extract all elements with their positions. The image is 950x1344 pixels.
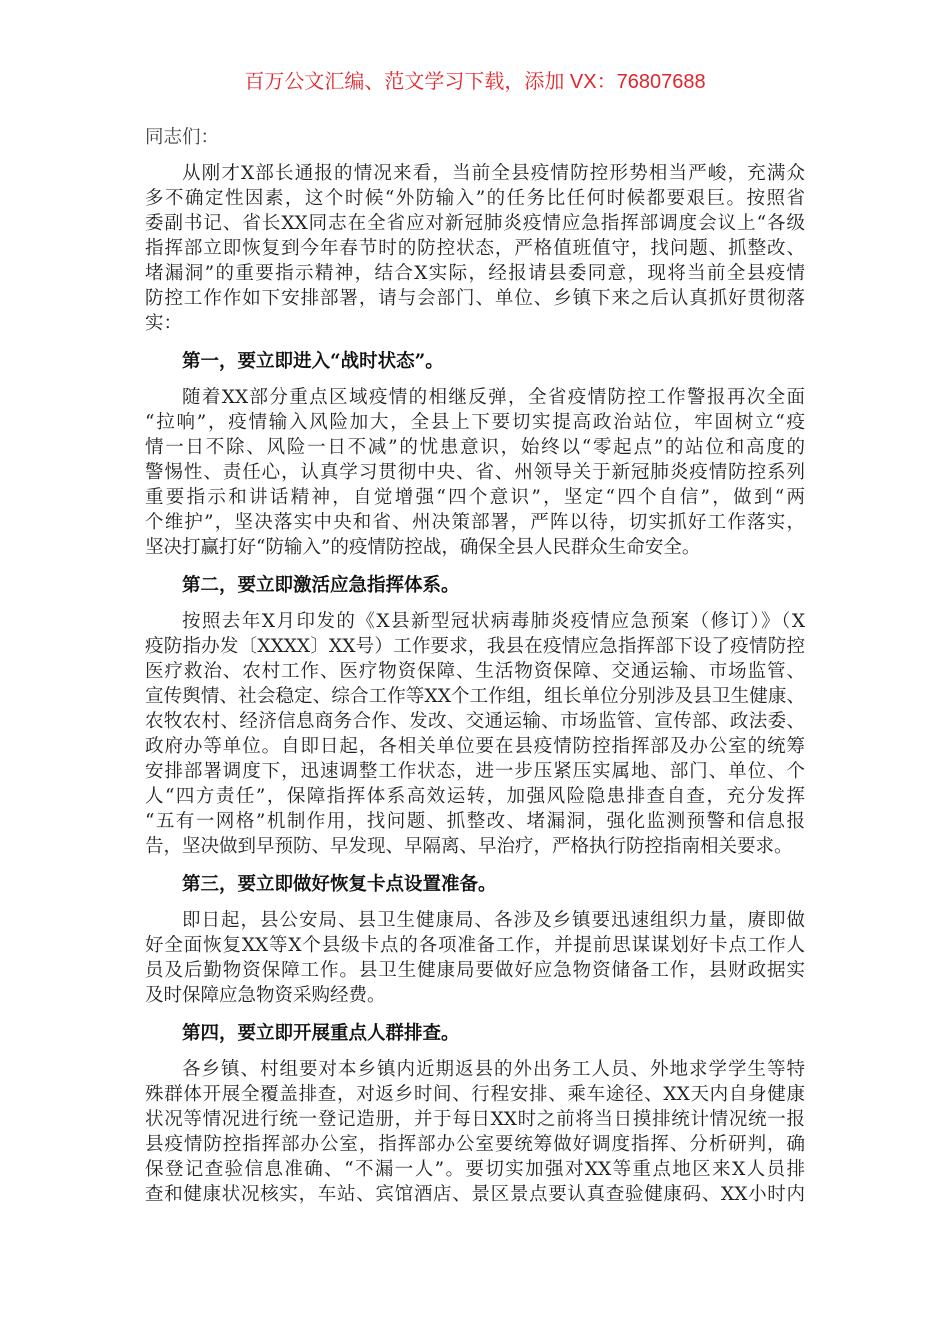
text-line: 重要指示和讲话精神，自觉增强“四个意识”，坚定“四个自信”，做到“两	[145, 487, 805, 508]
text-line: 农牧农村、经济信息商务合作、发改、交通运输、市场监管、宣传部、政法委、	[145, 711, 805, 732]
text-line: 殊群体开展全覆盖排查，对返乡时间、行程安排、乘车途径、XX天内自身健康	[145, 1084, 805, 1105]
paragraph	[145, 1057, 805, 1207]
text-line: 政府办等单位。自即日起，各相关单位要在县疫情防控指挥部及办公室的统筹	[145, 736, 805, 757]
text-line: 好全面恢复XX等X个县级卡点的各项准备工作，并提前思谋谋划好卡点工作人	[145, 935, 805, 956]
section-heading: 第一，要立即进入“战时状态”。	[182, 351, 444, 372]
text-line: 多不确定性因素，这个时候“外防输入”的任务比任何时候都要艰巨。按照省	[145, 188, 805, 209]
paragraph	[145, 385, 805, 560]
section-heading: 第二，要立即激活应急指挥体系。	[182, 575, 460, 596]
text-line: 委副书记、省长XX同志在全省应对新冠肺炎疫情应急指挥部调度会议上“各级	[145, 213, 805, 234]
text-line: 随着XX部分重点区域疫情的相继反弹，全省疫情防控工作警报再次全面	[182, 387, 805, 408]
document-body	[145, 125, 805, 1207]
paragraph	[145, 908, 805, 1008]
text-line: “五有一网格”机制作用，找问题、抓整改、堵漏洞，强化监测预警和信息报	[145, 811, 805, 832]
text-line: 人“四方责任”，保障指挥体系高效运转，加强风险隐患排查自查，充分发挥	[145, 786, 805, 807]
text-line: 员及后勤物资保障工作。县卫生健康局要做好应急物资储备工作，县财政据实	[145, 960, 805, 981]
text-line: 各乡镇、村组要对本乡镇内近期返县的外出务工人员、外地求学学生等特	[182, 1059, 805, 1080]
section-heading: 第四，要立即开展重点人群排查。	[182, 1023, 460, 1044]
text-line: 防控工作作如下安排部署，请与会部门、单位、乡镇下来之后认真抓好贯彻落	[145, 288, 805, 309]
text-line: 宣传舆情、社会稳定、综合工作等XX个工作组，组长单位分别涉及县卫生健康、	[145, 686, 805, 707]
section-heading: 第三，要立即做好恢复卡点设置准备。	[182, 874, 497, 895]
text-line: 按照去年X月印发的《X县新型冠状病毒肺炎疫情应急预案（修订）》（X	[182, 611, 805, 632]
text-line: 安排部署调度下，迅速调整工作状态，进一步压紧压实属地、部门、单位、个	[145, 761, 805, 782]
text-line: 告，坚决做到早预防、早发现、早隔离、早治疗，严格执行防控指南相关要求。	[145, 836, 793, 857]
text-line: 警惕性、责任心，认真学习贯彻中央、省、州领导关于新冠肺炎疫情防控系列	[145, 462, 805, 483]
text-line: 保登记查验信息准确、“不漏一人”。要切实加强对XX等重点地区来X人员排	[145, 1159, 805, 1180]
document-sections	[145, 161, 805, 1207]
text-line: 医疗救治、农村工作、医疗物资保障、生活物资保障、交通运输、市场监管、	[145, 661, 805, 682]
text-line: 及时保障应急物资采购经费。	[145, 985, 386, 1006]
text-line: 状况等情况进行统一登记造册，并于每日XX时之前将当日摸排统计情况统一报	[145, 1109, 805, 1130]
text-line: 情一日不除、风险一日不减”的忧患意识，始终以“零起点”的站位和高度的	[145, 437, 805, 458]
text-line: 查和健康状况核实，车站、宾馆酒店、景区景点要认真查验健康码、XX小时内	[145, 1184, 805, 1205]
text-line: 疫防指办发〔XXXX〕XX号）工作要求，我县在疫情应急指挥部下设了疫情防控	[145, 636, 805, 657]
text-line: 实：	[145, 313, 183, 334]
text-line: “拉响”，疫情输入风险加大，全县上下要切实提高政治站位，牢固树立“疫	[145, 412, 805, 433]
text-line: 坚决打赢打好“防输入”的疫情防控战，确保全县人民群众生命安全。	[145, 537, 701, 558]
text-line: 指挥部立即恢复到今年春节时的防控状态，严格值班值守，找问题、抓整改、	[145, 238, 805, 259]
paragraph	[145, 609, 805, 859]
paragraph	[145, 161, 805, 336]
text-line: 个维护”，坚决落实中央和省、州决策部署，严阵以待，切实抓好工作落实，	[145, 512, 805, 533]
text-line: 堵漏洞”的重要指示精神，结合X实际，经报请县委同意，现将当前全县疫情	[145, 263, 805, 284]
salutation: 同志们：	[145, 127, 220, 148]
text-line: 县疫情防控指挥部办公室，指挥部办公室要统筹做好调度指挥、分析研判，确	[145, 1134, 805, 1155]
watermark-banner: 百万公文汇编、范文学习下载，添加 VX：76807688	[244, 71, 706, 93]
text-line: 从刚才X部长通报的情况来看，当前全县疫情防控形势相当严峻，充满众	[182, 163, 805, 184]
text-line: 即日起，县公安局、县卫生健康局、各涉及乡镇要迅速组织力量，赓即做	[182, 910, 805, 931]
